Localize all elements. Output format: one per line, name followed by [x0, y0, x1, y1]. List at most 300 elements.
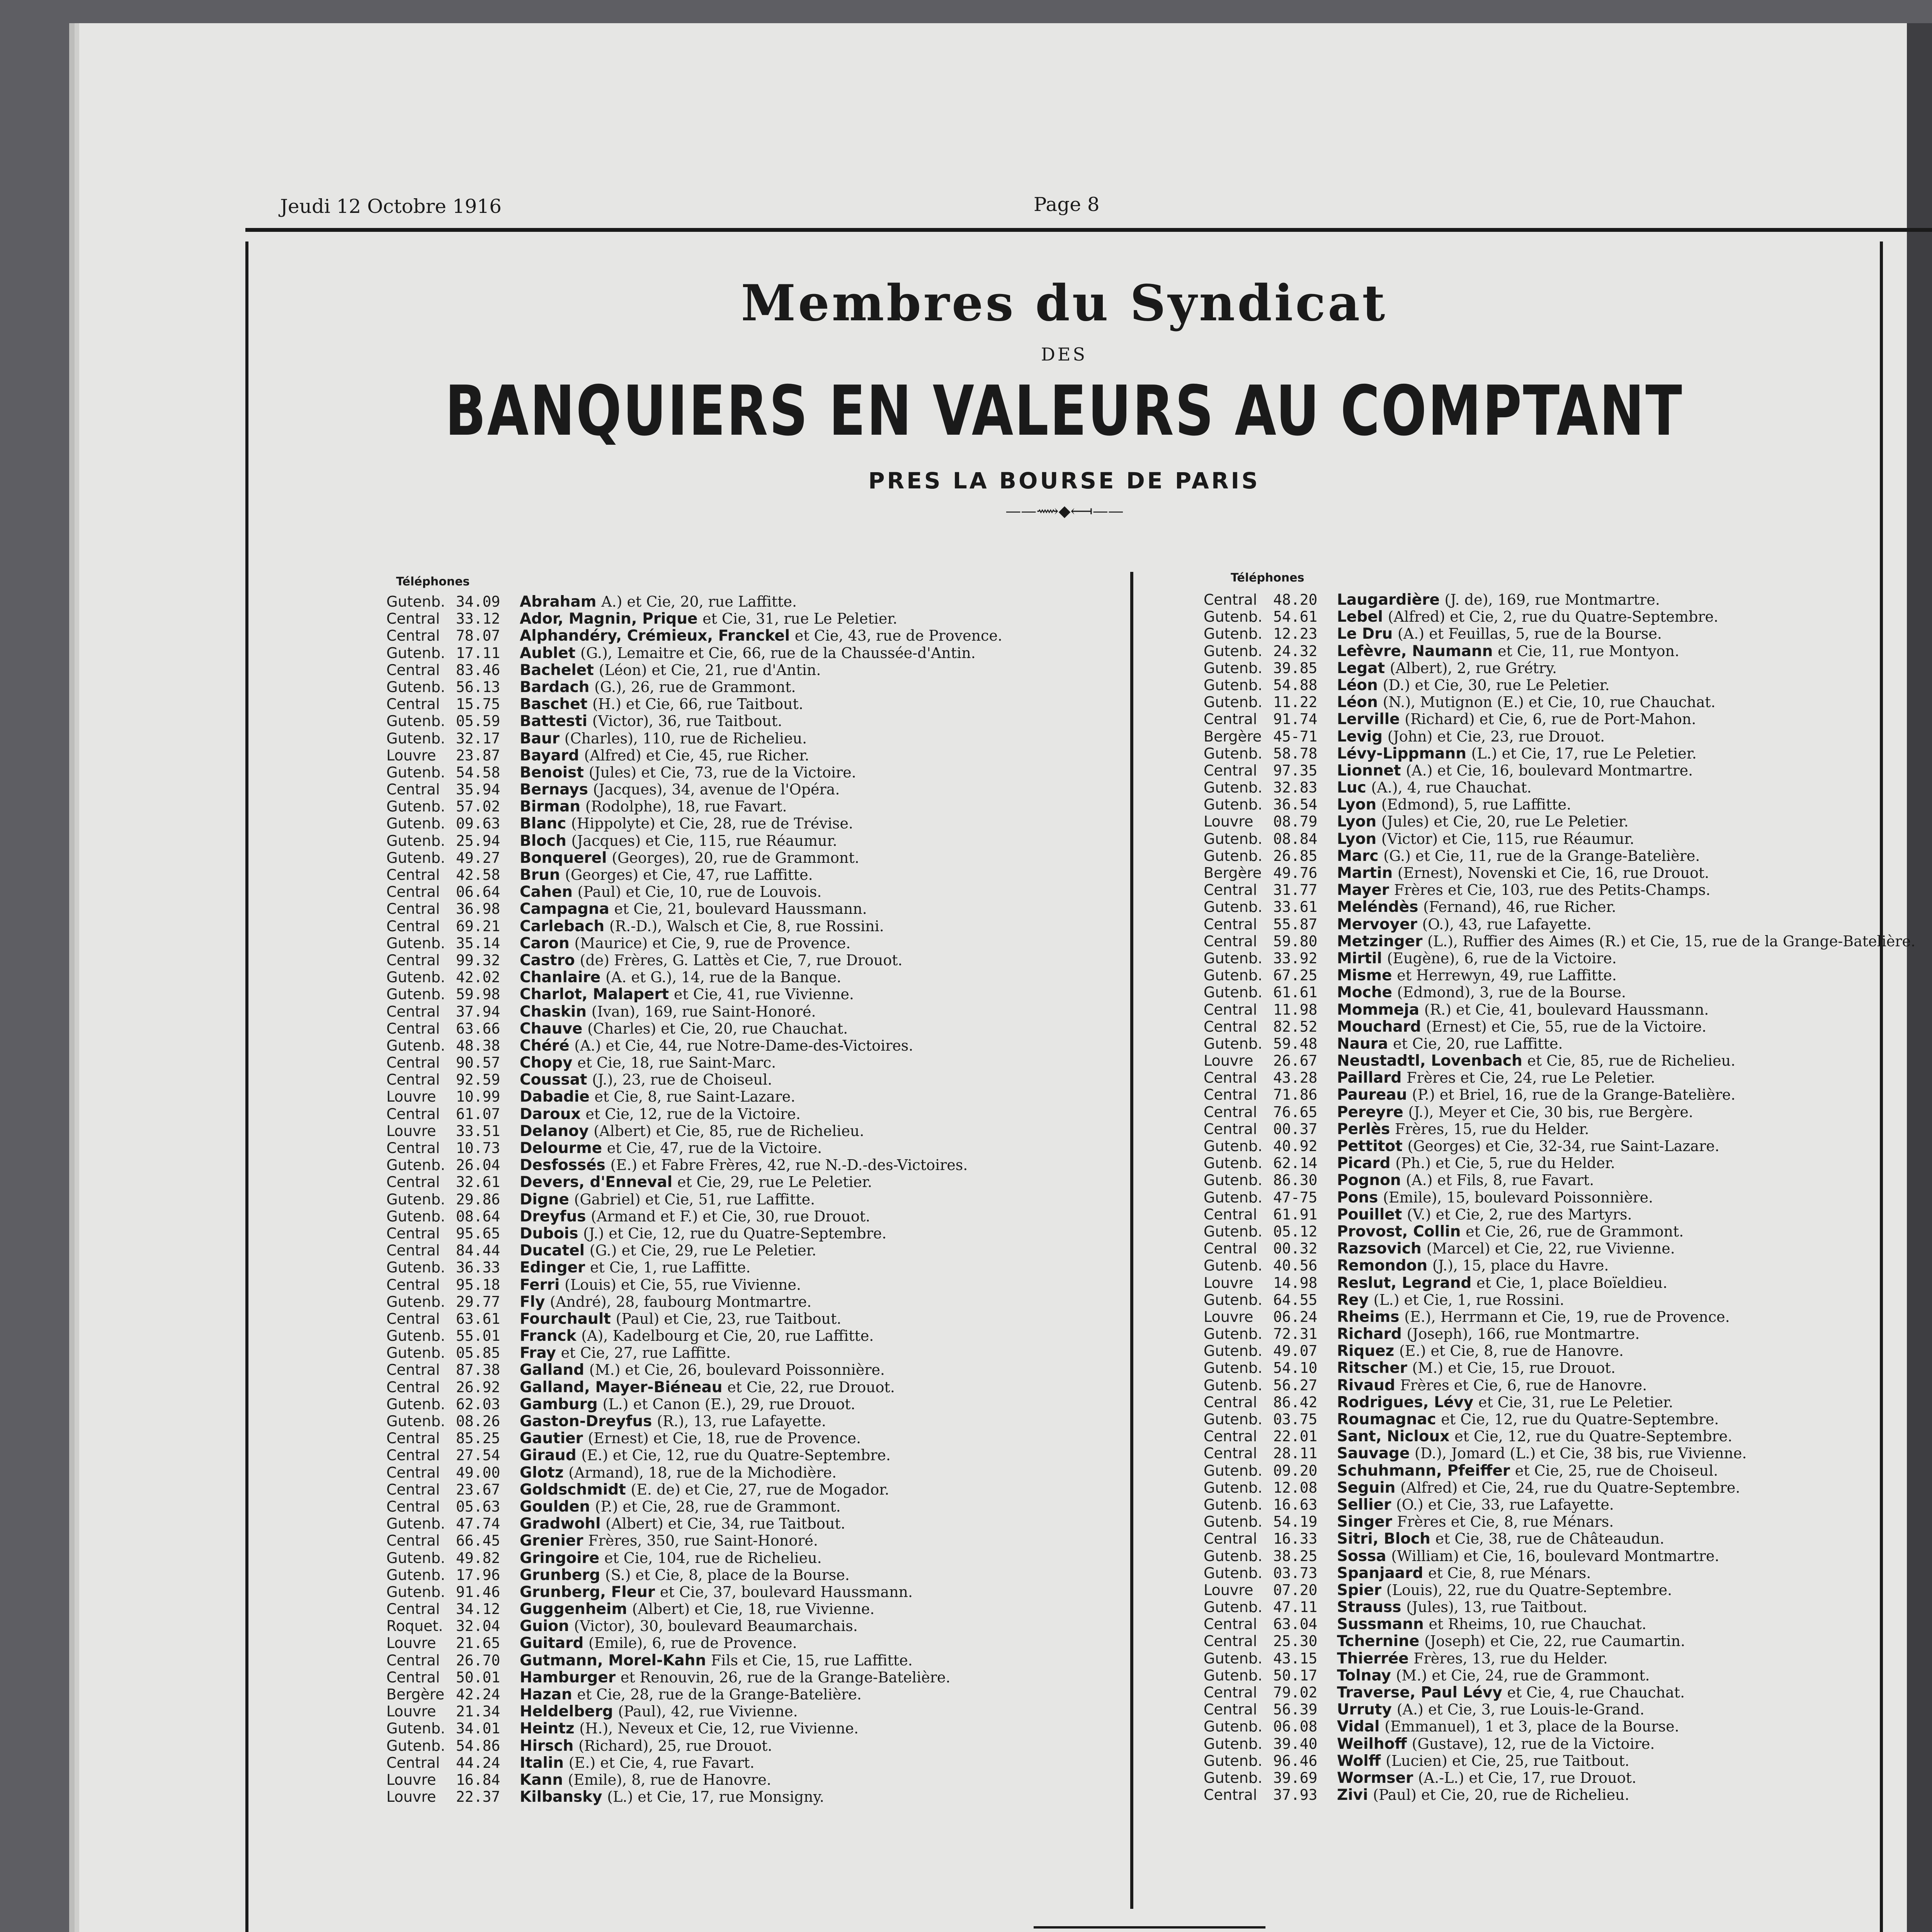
- exchange: Gutenb.: [386, 815, 446, 832]
- firm-address: et Cie, 4, rue Chauchat.: [1507, 1684, 1685, 1701]
- firm-address: (R.), 13, rue Lafayette.: [657, 1413, 826, 1430]
- firm-name: Bayard: [520, 747, 579, 764]
- firm-name: Chopy: [520, 1054, 573, 1072]
- firm-address: Frères, 350, rue Saint-Honoré.: [588, 1532, 818, 1549]
- entry-text: [504, 1310, 841, 1327]
- directory-entry: [386, 1600, 1002, 1617]
- directory-entry: [386, 1293, 1002, 1310]
- directory-entry: [1204, 1257, 1915, 1274]
- phone-number: 32.04: [456, 1617, 500, 1635]
- exchange: Gutenb.: [1204, 676, 1263, 694]
- firm-name: Gringoire: [520, 1549, 600, 1567]
- phone-number: 12.23: [1273, 625, 1318, 643]
- phone-number: 48.20: [1273, 591, 1318, 608]
- firm-address: (J. de), 169, rue Montmartre.: [1444, 591, 1660, 608]
- phone-number: 28.11: [1273, 1445, 1318, 1462]
- phone-number: 34.09: [456, 593, 500, 610]
- firm-address: et Cie, 47, rue de la Victoire.: [607, 1139, 822, 1156]
- firm-name: Wolff: [1337, 1752, 1381, 1770]
- directory-entry: [386, 747, 1002, 764]
- entry-text: [504, 1259, 750, 1276]
- directory-entry: [1204, 1599, 1915, 1616]
- firm-address: (Ernest) et Cie, 55, rue de la Victoire.: [1426, 1018, 1707, 1035]
- phone-number: 35.94: [456, 781, 500, 798]
- phone-number: 42.02: [456, 969, 500, 986]
- entry-text: [504, 900, 867, 917]
- phone-number: 69.21: [456, 917, 500, 935]
- entry-text: [1321, 813, 1629, 830]
- directory-entry: [1204, 1752, 1915, 1769]
- entry-text: [1321, 1479, 1740, 1496]
- exchange: Central: [386, 627, 440, 645]
- firm-name: Delanoy: [520, 1122, 589, 1140]
- directory-entry: [1204, 1274, 1915, 1291]
- phone-number: 05.12: [1273, 1223, 1318, 1240]
- exchange: Gutenb.: [1204, 1462, 1263, 1479]
- firm-name: Galland, Mayer-Biéneau: [520, 1378, 723, 1396]
- firm-address: (Armand et F.) et Cie, 30, rue Drouot.: [591, 1208, 871, 1225]
- entry-text: [504, 1720, 859, 1737]
- firm-address: et Cie, 29, rue Le Peletier.: [677, 1173, 872, 1191]
- phone-number: 43.15: [1273, 1650, 1318, 1667]
- phone-number: 08.64: [456, 1208, 500, 1225]
- entry-text: [504, 1293, 811, 1310]
- directory-left-column: [386, 593, 1002, 1805]
- exchange: Gutenb.: [386, 713, 446, 730]
- firm-address: (P.) et Briel, 16, rue de la Grange-Batelière.: [1412, 1086, 1736, 1104]
- exchange: Gutenb.: [386, 678, 446, 696]
- entry-text: [1321, 1086, 1735, 1103]
- firm-name: Chéré: [520, 1037, 570, 1054]
- exchange: Gutenb.: [386, 1156, 446, 1174]
- firm-name: Coussat: [520, 1071, 587, 1089]
- exchange: Central: [386, 1173, 440, 1191]
- exchange: Louvre: [1204, 1052, 1253, 1070]
- firm-name: Sussmann: [1337, 1616, 1424, 1633]
- directory-entry: [1204, 847, 1915, 864]
- directory-entry: [1204, 1667, 1915, 1684]
- entry-text: [504, 764, 856, 781]
- firm-name: Benoist: [520, 764, 584, 781]
- firm-address: (R.) et Cie, 41, boulevard Haussmann.: [1424, 1001, 1709, 1018]
- directory-entry: [1204, 1086, 1915, 1103]
- exchange: Gutenb.: [386, 1344, 446, 1362]
- phone-number: 21.65: [456, 1634, 500, 1652]
- firm-name: Ferri: [520, 1276, 560, 1294]
- exchange: Gutenb.: [1204, 1155, 1263, 1172]
- firm-name: Aublet: [520, 644, 576, 662]
- firm-name: Bardach: [520, 678, 590, 696]
- exchange: Gutenb.: [1204, 1359, 1263, 1377]
- exchange: Gutenb.: [1204, 1547, 1263, 1565]
- directory-entry: [1204, 1189, 1915, 1206]
- firm-name: Hamburger: [520, 1668, 616, 1686]
- phone-number: 06.08: [1273, 1718, 1318, 1735]
- exchange: Gutenb.: [386, 1037, 446, 1054]
- directory-entry: [386, 1617, 1002, 1634]
- phone-number: 06.24: [1273, 1308, 1318, 1325]
- phone-number: 33.61: [1273, 898, 1318, 916]
- exchange: Gutenb.: [1204, 659, 1263, 677]
- firm-address: (Marcel) et Cie, 22, rue Vivienne.: [1426, 1240, 1675, 1257]
- firm-name: Lyon: [1337, 830, 1377, 848]
- firm-address: (Emile), 6, rue de Provence.: [588, 1634, 797, 1652]
- firm-name: Roumagnac: [1337, 1411, 1436, 1428]
- firm-name: Glotz: [520, 1464, 564, 1481]
- chambre-rule: [1034, 1926, 1265, 1929]
- firm-address: (M.) et Cie, 24, rue de Grammont.: [1396, 1667, 1650, 1684]
- firm-name: Sitri, Bloch: [1337, 1530, 1430, 1548]
- entry-text: [504, 1191, 815, 1208]
- phone-number: 37.94: [456, 1003, 500, 1020]
- directory-right-column: [1204, 591, 1915, 1803]
- firm-name: Lionnet: [1337, 762, 1401, 779]
- firm-name: Tchernine: [1337, 1633, 1420, 1650]
- firm-address: (L.) et Cie, 17, rue Le Peletier.: [1471, 745, 1697, 762]
- firm-name: Legat: [1337, 659, 1385, 677]
- firm-name: Reslut, Legrand: [1337, 1274, 1472, 1292]
- directory-entry: [386, 1225, 1002, 1242]
- directory-entry: [386, 815, 1002, 832]
- firm-address: (Victor) et Cie, 115, rue Réaumur.: [1381, 830, 1634, 847]
- directory-entry: [1204, 1223, 1915, 1240]
- directory-entry: [386, 781, 1002, 798]
- firm-address: (G.), 26, rue de Grammont.: [594, 678, 796, 696]
- phone-number: 50.01: [456, 1668, 500, 1686]
- exchange: Central: [386, 1464, 440, 1481]
- exchange: Gutenb.: [1204, 1752, 1263, 1769]
- phone-number: 58.78: [1273, 745, 1318, 762]
- firm-address: (Richard) et Cie, 6, rue de Port-Mahon.: [1405, 711, 1696, 728]
- exchange: Gutenb.: [386, 832, 446, 849]
- entry-text: [504, 1515, 845, 1532]
- firm-name: Gamburg: [520, 1395, 598, 1413]
- phone-number: 39.85: [1273, 659, 1318, 677]
- exchange: Central: [1204, 1701, 1257, 1718]
- firm-address: (Gabriel) et Cie, 51, rue Laffitte.: [574, 1190, 815, 1208]
- entry-text: [1321, 1582, 1672, 1599]
- entry-text: [504, 1754, 755, 1771]
- entry-text: [1321, 933, 1915, 950]
- phone-number: 99.32: [456, 951, 500, 969]
- firm-name: Pereyre: [1337, 1103, 1403, 1121]
- exchange: Central: [386, 696, 440, 713]
- directory-entry: [386, 645, 1002, 662]
- firm-address: (Alfred) et Cie, 2, rue du Quatre-Septembre.: [1388, 608, 1719, 626]
- directory-entry: [386, 798, 1002, 815]
- title-bourse: PRES LA BOURSE DE PARIS: [868, 468, 1260, 494]
- entry-text: [1321, 1684, 1685, 1701]
- exchange: Central: [386, 661, 440, 679]
- phone-number: 54.88: [1273, 676, 1318, 694]
- exchange: Gutenb.: [1204, 694, 1263, 711]
- exchange: Central: [386, 1139, 440, 1156]
- firm-name: Kann: [520, 1771, 563, 1789]
- entry-text: [1321, 677, 1610, 694]
- entry-text: [1321, 1172, 1594, 1189]
- firm-name: Desfossés: [520, 1156, 605, 1174]
- firm-name: Goldschmidt: [520, 1481, 626, 1498]
- entry-text: [1321, 1769, 1636, 1786]
- entry-text: [1321, 762, 1693, 779]
- exchange: Central: [386, 1276, 440, 1293]
- exchange: Gutenb.: [386, 1395, 446, 1413]
- firm-name: Grunberg: [520, 1566, 600, 1584]
- exchange: Gutenb.: [386, 644, 446, 662]
- phone-number: 08.26: [456, 1413, 500, 1430]
- directory-entry: [1204, 1530, 1915, 1547]
- phone-number: 32.83: [1273, 779, 1318, 796]
- entry-text: [1321, 1223, 1684, 1240]
- firm-address: (Gustave), 12, rue de la Victoire.: [1412, 1735, 1655, 1752]
- phone-number: 16.33: [1273, 1530, 1318, 1548]
- firm-address: (A.) et Cie, 3, rue Louis-le-Grand.: [1396, 1701, 1645, 1718]
- directory-entry: [1204, 711, 1915, 728]
- exchange: Gutenb.: [1204, 1189, 1263, 1206]
- exchange: Central: [1204, 1086, 1257, 1104]
- exchange: Central: [1204, 1240, 1257, 1257]
- firm-address: (Edmond), 3, rue de la Bourse.: [1397, 984, 1626, 1001]
- firm-name: Dabadie: [520, 1088, 590, 1106]
- firm-name: Guggenheim: [520, 1600, 628, 1618]
- firm-address: (N.), Mutignon (E.) et Cie, 10, rue Chauchat.: [1383, 694, 1716, 711]
- phone-number: 34.01: [456, 1720, 500, 1737]
- firm-address: (M.) et Cie, 15, rue Drouot.: [1412, 1359, 1616, 1377]
- entry-text: [1321, 625, 1662, 642]
- firm-address: (Charles), 110, rue de Richelieu.: [564, 730, 807, 747]
- phone-number: 37.93: [1273, 1786, 1318, 1804]
- firm-name: Fourchault: [520, 1310, 611, 1328]
- entry-text: [1321, 779, 1532, 796]
- firm-name: Gaston-Dreyfus: [520, 1413, 652, 1430]
- entry-text: [504, 1686, 862, 1703]
- entry-text: [1321, 916, 1592, 933]
- directory-entry: [386, 1173, 1002, 1190]
- phone-number: 17.96: [456, 1566, 500, 1583]
- firm-name: Marc: [1337, 847, 1379, 865]
- firm-name: Vidal: [1337, 1718, 1380, 1736]
- firm-name: Chauve: [520, 1020, 583, 1037]
- entry-text: [1321, 1496, 1614, 1513]
- directory-entry: [386, 1088, 1002, 1105]
- phone-number: 36.54: [1273, 796, 1318, 813]
- firm-name: Lerville: [1337, 711, 1400, 728]
- firm-name: Sellier: [1337, 1496, 1391, 1514]
- directory-entry: [386, 1037, 1002, 1054]
- directory-entry: [1204, 950, 1915, 967]
- exchange: Gutenb.: [1204, 1735, 1263, 1752]
- firm-address: (Georges) et Cie, 47, rue Laffitte.: [565, 866, 813, 883]
- directory-entry: [1204, 1786, 1915, 1803]
- firm-address: (Ph.) et Cie, 5, rue du Helder.: [1395, 1155, 1615, 1172]
- directory-entry: [1204, 967, 1915, 984]
- firm-address: (A.-L.) et Cie, 17, rue Drouot.: [1418, 1769, 1636, 1786]
- exchange: Central: [1204, 932, 1257, 950]
- firm-name: Mommeja: [1337, 1001, 1420, 1019]
- exchange: Gutenb.: [386, 1566, 446, 1583]
- directory-entry: [386, 1139, 1002, 1156]
- entry-text: [1321, 864, 1709, 881]
- firm-name: Richard: [1337, 1325, 1402, 1343]
- firm-name: Sossa: [1337, 1547, 1386, 1565]
- exchange: Gutenb.: [1204, 967, 1263, 984]
- phone-number: 44.24: [456, 1754, 500, 1771]
- exchange: Gutenb.: [386, 1190, 446, 1208]
- firm-address: (E.) et Fabre Frères, 42, rue N.-D.-des-Victoires.: [610, 1156, 968, 1174]
- entry-text: [1321, 796, 1571, 813]
- entry-text: [1321, 745, 1697, 762]
- directory-entry: [386, 1669, 1002, 1686]
- firm-address: (Jacques) et Cie, 115, rue Réaumur.: [571, 832, 837, 849]
- title-membres: Membres du Syndicat: [741, 274, 1388, 332]
- firm-name: Digne: [520, 1190, 569, 1208]
- firm-name: Alphandéry, Crémieux, Franckel: [520, 627, 790, 645]
- firm-address: et Cie, 25, rue de Choiseul.: [1515, 1462, 1718, 1479]
- firm-address: et Cie, 1, place Boïeldieu.: [1476, 1274, 1668, 1291]
- phone-number: 35.14: [456, 934, 500, 952]
- directory-entry: [386, 713, 1002, 730]
- firm-address: (Victor), 36, rue Taitbout.: [592, 713, 782, 730]
- firm-name: Charlot, Malapert: [520, 986, 669, 1003]
- entry-text: [504, 1669, 951, 1686]
- directory-entry: [386, 1566, 1002, 1583]
- phone-number: 82.52: [1273, 1018, 1318, 1035]
- directory-entry: [386, 1788, 1002, 1805]
- firm-address: (Fernand), 46, rue Richer.: [1423, 898, 1616, 916]
- entry-text: [504, 1652, 913, 1669]
- directory-entry: [386, 610, 1002, 627]
- directory-entry: [386, 1430, 1002, 1447]
- phone-number: 90.57: [456, 1054, 500, 1071]
- firm-address: (J.) et Cie, 12, rue du Quatre-Septembre.: [583, 1225, 887, 1242]
- firm-address: (Alfred) et Cie, 24, rue du Quatre-Septembre.: [1400, 1479, 1740, 1496]
- firm-name: Traverse, Paul Lévy: [1337, 1684, 1502, 1701]
- directory-entry: [1204, 1735, 1915, 1752]
- directory-entry: [386, 662, 1002, 679]
- directory-entry: [386, 1464, 1002, 1481]
- firm-name: Gautier: [520, 1430, 583, 1447]
- directory-entry: [386, 1549, 1002, 1566]
- entry-text: [504, 1361, 885, 1378]
- directory-entry: [386, 1515, 1002, 1532]
- firm-address: (O.) et Cie, 33, rue Lafayette.: [1396, 1496, 1614, 1513]
- firm-address: et Rheims, 10, rue Chauchat.: [1429, 1616, 1646, 1633]
- firm-name: Schuhmann, Pfeiffer: [1337, 1462, 1510, 1480]
- entry-text: [1321, 660, 1557, 677]
- firm-address: et Cie, 18, rue Saint-Marc.: [577, 1054, 776, 1071]
- exchange: Gutenb.: [386, 730, 446, 747]
- directory-entry: [386, 1634, 1002, 1651]
- phone-number: 27.54: [456, 1447, 500, 1464]
- entry-text: [504, 969, 841, 986]
- phone-number: 62.03: [456, 1395, 500, 1413]
- exchange: Central: [1204, 915, 1257, 933]
- directory-entry: [386, 1344, 1002, 1361]
- phone-number: 40.92: [1273, 1138, 1318, 1155]
- exchange: Central: [386, 917, 440, 935]
- column-divider: [1130, 572, 1133, 1909]
- firm-name: Bernays: [520, 781, 588, 799]
- firm-name: Guion: [520, 1617, 569, 1635]
- exchange: Central: [1204, 1616, 1257, 1633]
- entry-text: [1321, 830, 1634, 847]
- firm-name: Picard: [1337, 1155, 1391, 1172]
- directory-entry: [386, 1686, 1002, 1703]
- entry-text: [504, 1413, 826, 1430]
- firm-address: (J.), 15, place du Havre.: [1432, 1257, 1609, 1274]
- directory-entry: [1204, 1633, 1915, 1650]
- firm-name: Daroux: [520, 1105, 581, 1123]
- directory-entry: [1204, 1035, 1915, 1052]
- directory-entry: [1204, 933, 1915, 950]
- directory-entry: [386, 883, 1002, 900]
- directory-entry: [1204, 1018, 1915, 1035]
- entry-text: [504, 781, 840, 798]
- firm-name: Kilbansky: [520, 1788, 602, 1806]
- firm-name: Laugardière: [1337, 591, 1440, 609]
- firm-name: Galland: [520, 1361, 585, 1379]
- firm-address: (de) Frères, G. Lattès et Cie, 7, rue Drouot.: [580, 951, 903, 969]
- exchange: Louvre: [386, 1703, 436, 1720]
- exchange: Louvre: [386, 1088, 436, 1105]
- entry-text: [1321, 1291, 1564, 1308]
- firm-address: (Albert), 2, rue Grétry.: [1389, 659, 1557, 677]
- exchange: Gutenb.: [1204, 830, 1263, 847]
- firm-address: Frères, 15, rue du Helder.: [1395, 1120, 1589, 1138]
- firm-address: (V.) et Cie, 2, rue des Martyrs.: [1407, 1206, 1632, 1223]
- firm-address: (Ernest), Novenski et Cie, 16, rue Drouot.: [1397, 864, 1709, 881]
- firm-name: Baur: [520, 730, 560, 747]
- directory-entry: [386, 679, 1002, 696]
- firm-address: (E.) et Cie, 12, rue du Quatre-Septembre.: [581, 1447, 891, 1464]
- firm-address: (Léon) et Cie, 21, rue d'Antin.: [599, 661, 821, 679]
- entry-text: [504, 935, 850, 952]
- firm-address: et Cie, 31, rue Le Peletier.: [1478, 1393, 1673, 1411]
- directory-entry: [1204, 1138, 1915, 1155]
- exchange: Gutenb.: [386, 986, 446, 1003]
- phone-number: 08.79: [1273, 813, 1318, 830]
- directory-entry: [386, 1361, 1002, 1378]
- firm-name: Tolnay: [1337, 1667, 1391, 1684]
- firm-address: (E.), Herrmann et Cie, 19, rue de Provence.: [1404, 1308, 1730, 1325]
- phone-number: 49.00: [456, 1464, 500, 1481]
- firm-name: Razsovich: [1337, 1240, 1422, 1258]
- exchange: Central: [386, 1651, 440, 1669]
- exchange: Gutenb.: [386, 1549, 446, 1566]
- entry-text: [504, 1617, 858, 1634]
- directory-entry: [1204, 1479, 1915, 1496]
- directory-entry: [1204, 1172, 1915, 1189]
- exchange: Central: [1204, 1684, 1257, 1701]
- firm-address: et Cie, 27, rue Laffitte.: [561, 1344, 731, 1362]
- exchange: Central: [1204, 1018, 1257, 1035]
- firm-address: et Cie, 37, boulevard Haussmann.: [660, 1583, 913, 1600]
- firm-address: (John) et Cie, 23, rue Drouot.: [1387, 728, 1605, 745]
- directory-entry: [1204, 762, 1915, 779]
- firm-name: Heintz: [520, 1720, 575, 1738]
- entry-text: [1321, 1274, 1667, 1291]
- firm-address: et Cie, 12, rue du Quatre-Septembre.: [1454, 1428, 1733, 1445]
- exchange: Central: [386, 1003, 440, 1020]
- exchange: Central: [386, 1498, 440, 1515]
- firm-address: (Louis), 22, rue du Quatre-Septembre.: [1386, 1581, 1672, 1599]
- firm-address: (R.-D.), Walsch et Cie, 8, rue Rossini.: [609, 917, 884, 935]
- firm-address: et Cie, 8, rue Saint-Lazare.: [594, 1088, 796, 1105]
- exchange: Louvre: [1204, 1308, 1253, 1325]
- entry-text: [504, 1634, 797, 1651]
- entry-text: [1321, 1718, 1679, 1735]
- firm-address: (Jacques), 34, avenue de l'Opéra.: [593, 781, 840, 798]
